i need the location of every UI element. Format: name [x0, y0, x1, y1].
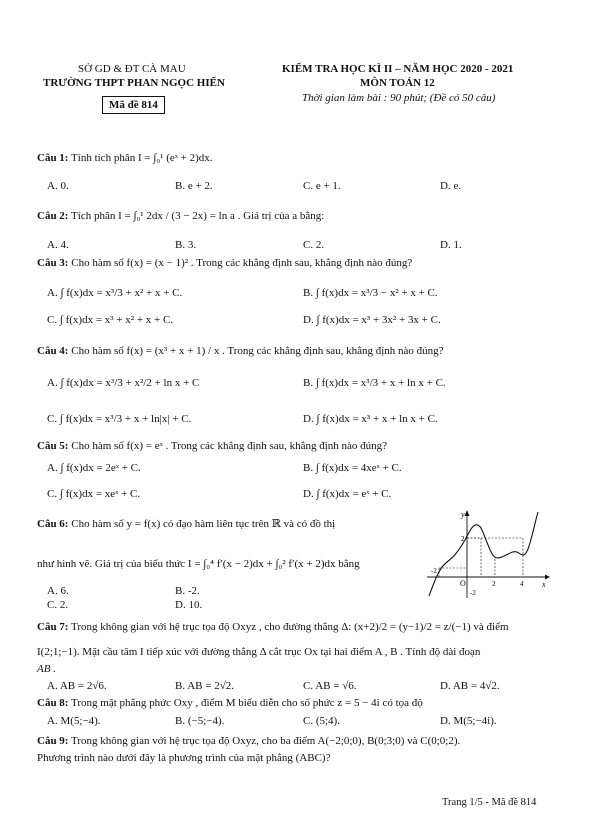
q4-option-c[interactable]: C. ∫ f(x)dx = x³/3 + x + ln|x| + C.: [47, 413, 192, 425]
q2-option-c[interactable]: C. 2.: [303, 239, 325, 251]
question-4: Câu 4: Cho hàm số f(x) = (x³ + x + 1) / x . Trong các khẳng định sau, khẳng định nào đúng?: [37, 345, 444, 357]
q6-option-b[interactable]: B. -2.: [175, 585, 200, 597]
q7-option-b[interactable]: B. AB = 2√2.: [175, 680, 235, 692]
q5-option-b[interactable]: B. ∫ f(x)dx = 4xeˣ + C.: [303, 462, 402, 474]
tick-y-neg2: -2: [470, 589, 476, 597]
q5-option-a[interactable]: A. ∫ f(x)dx = 2eˣ + C.: [47, 462, 141, 474]
exam-code-box: Mã đề 814: [102, 96, 165, 114]
q6-option-d[interactable]: D. 10.: [175, 599, 203, 611]
exam-duration: Thời gian làm bài : 90 phút; (Đề có 50 câu): [302, 92, 496, 104]
question-7-line2: I(2;1;−1). Mặt cầu tâm I tiếp xúc với đường thẳng Δ cắt trục Ox tại hai điểm A , B . Tính độ dài đoạn: [37, 646, 481, 658]
q3-option-d[interactable]: D. ∫ f(x)dx = x³ + 3x² + 3x + C.: [303, 314, 441, 326]
school-name: TRƯỜNG THPT PHAN NGỌC HIỂN: [43, 77, 225, 89]
exam-title: KIỂM TRA HỌC KÌ II – NĂM HỌC 2020 - 2021: [282, 63, 514, 75]
question-1: Câu 1: Tính tích phân I = ∫₀¹ (eˣ + 2)dx.: [37, 152, 213, 164]
q5-option-d[interactable]: D. ∫ f(x)dx = eˣ + C.: [303, 488, 392, 500]
q7-option-a[interactable]: A. AB = 2√6.: [47, 680, 107, 692]
question-8: Câu 8: Trong mặt phẳng phức Oxy , điểm M biểu diễn cho số phức z = 5 − 4i có tọa độ: [37, 697, 423, 709]
question-3: Câu 3: Cho hàm số f(x) = (x − 1)² . Trong các khẳng định sau, khẳng định nào đúng?: [37, 257, 413, 269]
q1-option-b[interactable]: B. e + 2.: [175, 180, 213, 192]
q8-option-b[interactable]: B. (−5;−4).: [175, 715, 225, 727]
q4-option-a[interactable]: A. ∫ f(x)dx = x³/3 + x²/2 + ln x + C: [47, 377, 200, 389]
x-axis-label: x: [542, 580, 546, 589]
question-6: Câu 6: Cho hàm số y = f(x) có đạo hàm liên tục trên ℝ và có đồ thị: [37, 518, 336, 530]
subject-title: MÔN TOÁN 12: [360, 77, 435, 89]
q4-option-d[interactable]: D. ∫ f(x)dx = x³ + x + ln x + C.: [303, 413, 438, 425]
origin-label: O: [460, 579, 466, 588]
q8-option-a[interactable]: A. M(5;−4).: [47, 715, 101, 727]
q3-option-b[interactable]: B. ∫ f(x)dx = x³/3 − x² + x + C.: [303, 287, 438, 299]
tick-x-2: 2: [492, 580, 496, 588]
q6-option-a[interactable]: A. 6.: [47, 585, 69, 597]
q3-option-c[interactable]: C. ∫ f(x)dx = x³ + x² + x + C.: [47, 314, 174, 326]
school-dept: SỞ GD & ĐT CÀ MAU: [78, 63, 186, 75]
q5-option-c[interactable]: C. ∫ f(x)dx = xeˣ + C.: [47, 488, 141, 500]
question-5: Câu 5: Cho hàm số f(x) = eˣ . Trong các khẳng định sau, khẳng định nào đúng?: [37, 440, 388, 452]
question-6-cont: như hình vẽ. Giá trị của biểu thức I = ∫₀⁴ f′(x − 2)dx + ∫₀² f′(x + 2)dx bằng: [37, 558, 360, 570]
question-9: Câu 9: Trong không gian với hệ trục tọa độ Oxyz, cho ba điểm A(−2;0;0), B(0;3;0) và C(0;0;2).: [37, 735, 461, 747]
question-9-line2: Phương trình nào dưới đây là phương trình của mặt phẳng (ABC)?: [37, 752, 331, 764]
tick-x-4: 4: [520, 580, 524, 588]
q8-option-c[interactable]: C. (5;4).: [303, 715, 340, 727]
q2-option-d[interactable]: D. 1.: [440, 239, 462, 251]
question-7-line3: AB .: [37, 663, 56, 675]
q7-option-d[interactable]: D. AB = 4√2.: [440, 680, 500, 692]
function-graph: [425, 510, 550, 600]
tick-x-neg2: -2: [431, 567, 437, 575]
q1-option-a[interactable]: A. 0.: [47, 180, 69, 192]
q1-option-c[interactable]: C. e + 1.: [303, 180, 341, 192]
q2-option-b[interactable]: B. 3.: [175, 239, 197, 251]
q6-option-c[interactable]: C. 2.: [47, 599, 69, 611]
tick-y-2: 2: [461, 535, 465, 543]
q4-option-b[interactable]: B. ∫ f(x)dx = x³/3 + x + ln x + C.: [303, 377, 446, 389]
x-axis-arrow: [545, 575, 550, 580]
page-footer: Trang 1/5 - Mã đề 814: [442, 797, 537, 808]
question-7: Câu 7: Trong không gian với hệ trục tọa độ Oxyz , cho đường thẳng Δ: (x+2)/2 = (y−1)/2 = z/(−1) và điểm: [37, 621, 509, 633]
q7-option-c[interactable]: C. AB = √6.: [303, 680, 357, 692]
q1-option-d[interactable]: D. e.: [440, 180, 462, 192]
question-2: Câu 2: Tích phân I = ∫₀¹ 2dx / (3 − 2x) = ln a . Giá trị của a bằng:: [37, 210, 325, 222]
y-axis-arrow: [465, 510, 470, 516]
q3-option-a[interactable]: A. ∫ f(x)dx = x³/3 + x² + x + C.: [47, 287, 183, 299]
q8-option-d[interactable]: D. M(5;−4i).: [440, 715, 497, 727]
q2-option-a[interactable]: A. 4.: [47, 239, 69, 251]
y-axis-label: y: [461, 510, 465, 519]
